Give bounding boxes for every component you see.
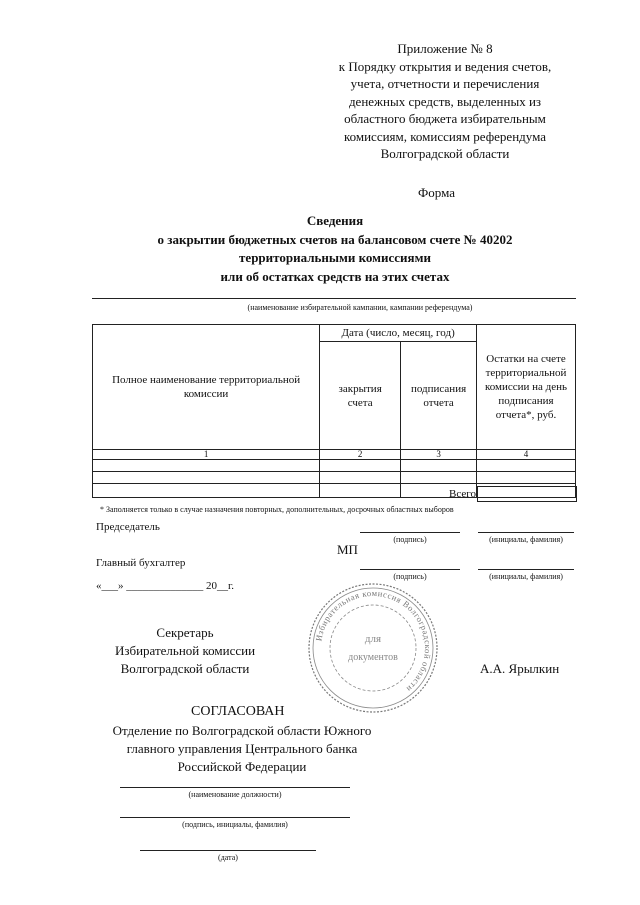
data-table (92, 324, 576, 498)
date-caption: (дата) (218, 853, 238, 862)
mp-mark: МП (337, 542, 358, 557)
title-line: территориальными комиссиями (239, 250, 431, 265)
appendix-line: Приложение № 8 (397, 41, 493, 56)
appendix-header (300, 40, 590, 163)
col-number: 2 (320, 450, 401, 460)
title-line: о закрытии бюджетных счетов на балансовом счете № 40202 (157, 231, 513, 247)
name-caption: (инициалы, фамилия) (489, 572, 563, 581)
document-title (95, 212, 575, 286)
title-line: или об остатках средств на этих счетах (220, 268, 450, 284)
seal-center-line: для (364, 633, 382, 645)
col-number: 1 (93, 450, 320, 460)
approval-signature-caption: (подпись, инициалы, фамилия) (182, 820, 288, 829)
position-line (120, 787, 350, 788)
secretary-line: Волгоградской области (120, 661, 250, 676)
secretary-name: А.А. Ярылкин (480, 661, 560, 676)
round-seal (305, 580, 441, 716)
seal-center-line: документов (348, 652, 398, 663)
chief-accountant-label: Главный бухгалтер (96, 557, 186, 569)
chairman-signature-line (360, 532, 460, 533)
campaign-line (92, 298, 576, 299)
appendix-line: к Порядку открытия и ведения счетов, (338, 58, 552, 74)
seal-ring-text: Избирательная комиссия Волгоградской области (313, 587, 434, 695)
table-row (93, 460, 576, 472)
col-header-date: Дата (число, месяц, год) (320, 325, 477, 342)
col-header-name: Полное наименование территориальной комиссии (93, 325, 320, 450)
approval-line: главного управления Центрального банка (126, 741, 358, 756)
chairman-name-line (478, 532, 574, 533)
col-header-sign: подписания отчета (401, 342, 477, 450)
approval-title: СОГЛАСОВАН (191, 704, 285, 719)
campaign-caption: (наименование избирательной кампании, кампании референдума) (247, 303, 473, 312)
table-row (93, 472, 576, 484)
signature-caption: (подпись) (393, 572, 427, 581)
appendix-line: комиссиям, комиссиям референдума (343, 128, 547, 144)
col-number: 4 (477, 450, 576, 460)
col-number: 3 (401, 450, 477, 460)
date-field-line (140, 850, 316, 851)
appendix-line: областного бюджета избирательным (344, 111, 546, 126)
name-caption: (инициалы, фамилия) (489, 535, 563, 544)
appendix-line: учета, отчетности и перечисления (350, 76, 540, 91)
total-cell (477, 486, 577, 502)
approval-block (92, 722, 392, 776)
secretary-line: Избирательной комиссии (114, 643, 256, 658)
form-label: Форма (418, 185, 455, 200)
approval-signature-line (120, 817, 350, 818)
accountant-name-line (478, 569, 574, 570)
position-caption: (наименование должности) (188, 790, 282, 799)
accountant-signature-line (360, 569, 460, 570)
secretary-line: Секретарь (156, 625, 214, 640)
footnote: * Заполняется только в случае назначения повторных, дополнительных, досрочных областных выборов (100, 505, 454, 514)
appendix-line: денежных средств, выделенных из (348, 93, 542, 109)
col-header-balance: Остатки на счете территориальной комиссии на день подписания отчета*, руб. (477, 325, 576, 450)
total-label: Всего (449, 488, 476, 500)
secretary-block (100, 624, 270, 678)
approval-line: Российской Федерации (177, 759, 307, 774)
signature-caption: (подпись) (393, 535, 427, 544)
table-row (93, 450, 576, 460)
approval-line: Отделение по Волгоградской области Южного (112, 723, 372, 738)
col-header-close: закрытия счета (320, 342, 401, 450)
title-line: Сведения (306, 213, 364, 228)
appendix-line: Волгоградской области (380, 146, 510, 161)
chairman-label: Председатель (96, 521, 160, 533)
date-line: «___» ______________ 20__г. (96, 580, 235, 592)
